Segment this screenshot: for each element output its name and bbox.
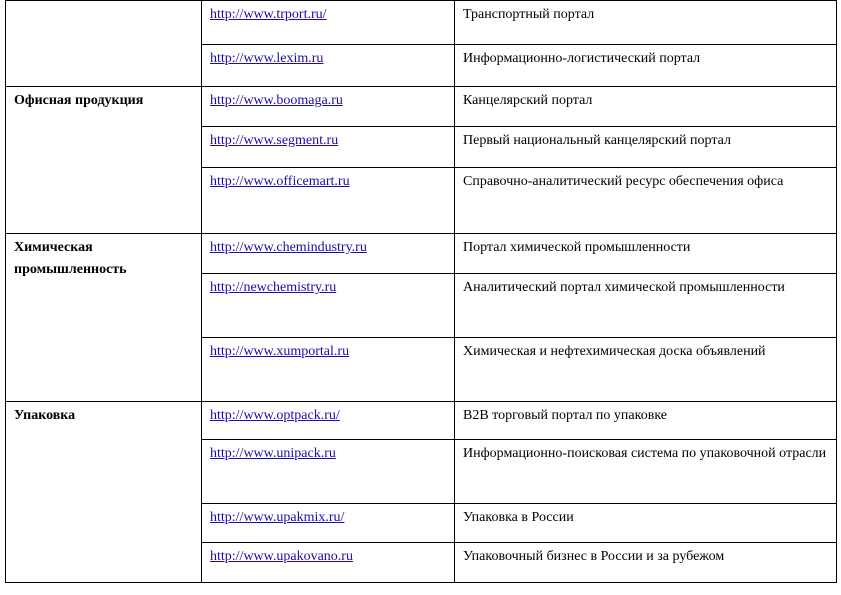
category-cell: Упаковка [6, 402, 202, 583]
url-cell [202, 440, 455, 504]
portal-link[interactable]: http://www.optpack.ru/ [210, 408, 340, 423]
description-cell: Информационно-поисковая система по упаковочной отрасли [455, 440, 837, 504]
portal-link[interactable]: http://www.unipack.ru [210, 446, 336, 461]
portal-link[interactable]: http://newchemistry.ru [210, 280, 337, 295]
portal-link[interactable]: http://www.chemindustry.ru [210, 240, 367, 255]
url-cell [202, 168, 455, 234]
table-row [6, 234, 837, 274]
url-cell [202, 87, 455, 127]
url-cell [202, 45, 455, 87]
category-cell: Офисная продукция [6, 87, 202, 234]
url-cell [202, 504, 455, 543]
url-cell [202, 234, 455, 274]
portal-link[interactable]: http://www.officemart.ru [210, 174, 350, 189]
portal-link[interactable]: http://www.trport.ru/ [210, 7, 327, 22]
description-cell: Информационно-логистический портал [455, 45, 837, 87]
url-cell [202, 338, 455, 402]
category-cell: Химическая промышленность [6, 234, 202, 402]
portal-link[interactable]: http://www.lexim.ru [210, 51, 324, 66]
table-row [6, 1, 837, 45]
description-cell: B2B торговый портал по упаковке [455, 402, 837, 440]
url-cell [202, 274, 455, 338]
portal-link[interactable]: http://www.upakovano.ru [210, 549, 353, 564]
table-row [6, 402, 837, 440]
url-cell [202, 1, 455, 45]
description-cell: Упаковочный бизнес в России и за рубежом [455, 543, 837, 583]
portal-table [5, 0, 837, 583]
description-cell: Портал химической промышленности [455, 234, 837, 274]
portal-link[interactable]: http://www.upakmix.ru/ [210, 510, 345, 525]
category-cell [6, 1, 202, 87]
table-row [6, 87, 837, 127]
description-cell: Химическая и нефтехимическая доска объявлений [455, 338, 837, 402]
url-cell [202, 127, 455, 168]
description-cell: Транспортный портал [455, 1, 837, 45]
portal-link[interactable]: http://www.xumportal.ru [210, 344, 350, 359]
portal-link[interactable]: http://www.segment.ru [210, 133, 339, 148]
description-cell: Канцелярский портал [455, 87, 837, 127]
description-cell: Аналитический портал химической промышленности [455, 274, 837, 338]
description-cell: Первый национальный канцелярский портал [455, 127, 837, 168]
portal-link[interactable]: http://www.boomaga.ru [210, 93, 343, 108]
url-cell [202, 402, 455, 440]
url-cell [202, 543, 455, 583]
description-cell: Упаковка в России [455, 504, 837, 543]
description-cell: Справочно-аналитический ресурс обеспечения офиса [455, 168, 837, 234]
